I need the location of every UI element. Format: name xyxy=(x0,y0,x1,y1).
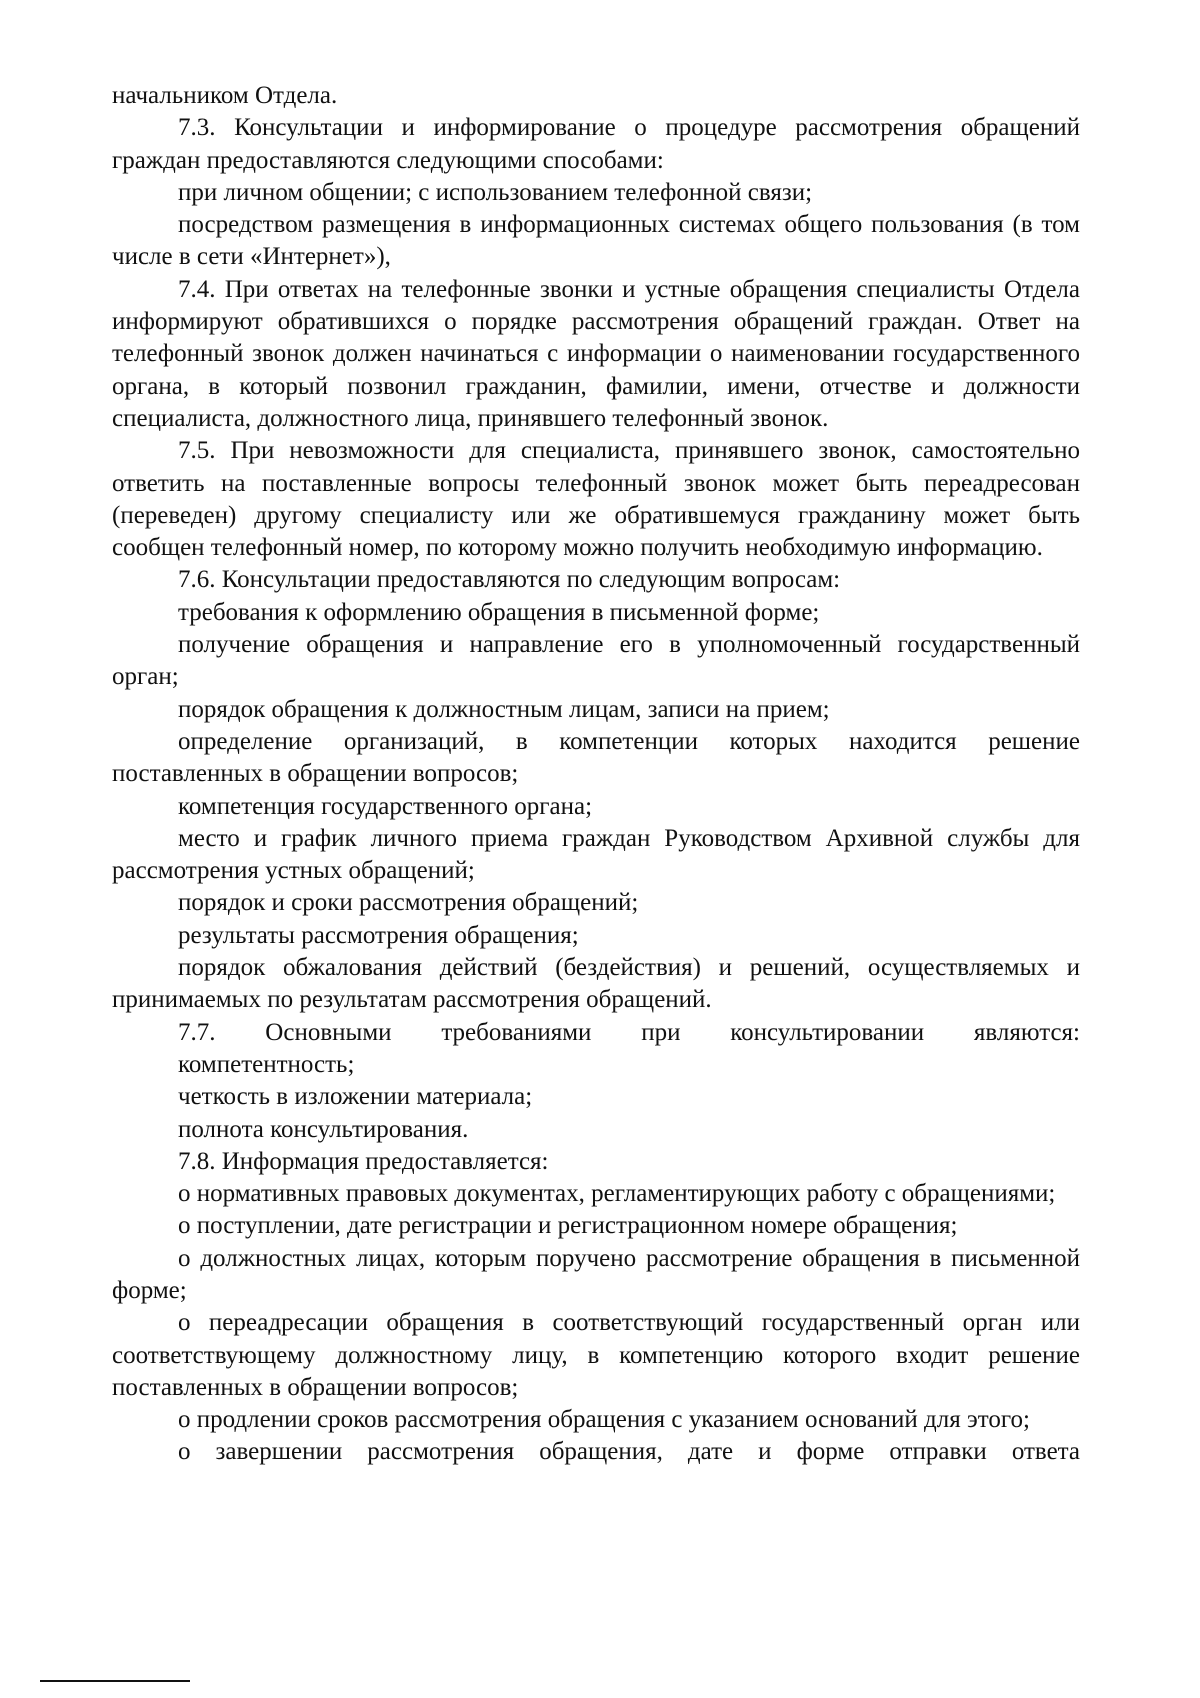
footnote-divider xyxy=(40,1680,190,1682)
paragraph: начальником Отдела. xyxy=(112,82,338,109)
list-item: о поступлении, дате регистрации и регистрационном номере обращения; xyxy=(178,1212,958,1240)
list-item: компетенция государственного органа; xyxy=(178,792,593,820)
document-body xyxy=(112,80,1080,1469)
list-item: требования к оформлению обращения в письменной форме; xyxy=(178,598,820,626)
paragraph: посредством размещения в информационных системах общего пользования (в том числе в сети «Интернет»), xyxy=(112,211,1080,271)
paragraph: при личном общении; с использованием телефонной связи; xyxy=(178,178,813,206)
list-item: порядок и сроки рассмотрения обращений; xyxy=(178,889,639,917)
paragraph-7-5: 7.5. При невозможности для специалиста, принявшего звонок, самостоятельно ответить на поставленные вопросы телефонный звонок может быть переадресован (переведен) другому специалисту или же обратившемуся гражданину может быть сообщен телефонный номер, по которому можно получить необходимую информацию. xyxy=(112,437,1080,562)
list-item: порядок обжалования действий (бездействия) и решений, осуществляемых и принимаемых по результатам рассмотрения обращений. xyxy=(112,954,1080,1014)
list-item: о должностных лицах, которым поручено рассмотрение обращения в письменной форме; xyxy=(112,1244,1080,1304)
list-item: получение обращения и направление его в уполномоченный государственный орган; xyxy=(112,631,1080,691)
list-item: о нормативных правовых документах, регламентирующих работу с обращениями; xyxy=(178,1180,1056,1208)
list-item: четкость в изложении материала; xyxy=(178,1083,533,1111)
paragraph-7-7: 7.7. Основными требованиями при консультировании являются: xyxy=(178,1018,1080,1046)
list-item: порядок обращения к должностным лицам, записи на прием; xyxy=(178,695,830,723)
list-item: результаты рассмотрения обращения; xyxy=(178,921,579,949)
list-item: о завершении рассмотрения обращения, дате и форме отправки ответа xyxy=(178,1438,1080,1466)
list-item: полнота консультирования. xyxy=(178,1115,469,1143)
list-item: о продлении сроков рассмотрения обращения с указанием оснований для этого; xyxy=(178,1406,1030,1434)
paragraph-7-3: 7.3. Консультации и информирование о процедуре рассмотрения обращений граждан предоставляются следующими способами: xyxy=(112,114,1080,174)
list-item: определение организаций, в компетенции которых находится решение поставленных в обращении вопросов; xyxy=(112,727,1080,788)
paragraph-7-6: 7.6. Консультации предоставляются по следующим вопросам: xyxy=(178,566,841,594)
paragraph-7-4: 7.4. При ответах на телефонные звонки и устные обращения специалисты Отдела информируют обратившихся о порядке рассмотрения обращений граждан. Ответ на телефонный звонок должен начинаться с информации о наименовании государственного органа, в который позвонил гражданин, фамилии, имени, отчестве и должности специалиста, должностного лица, принявшего телефонный звонок. xyxy=(112,275,1080,432)
paragraph-7-8: 7.8. Информация предоставляется: xyxy=(178,1147,549,1175)
list-item: место и график личного приема граждан Руководством Архивной службы для рассмотрения устных обращений; xyxy=(112,824,1080,885)
list-item: о переадресации обращения в соответствующий государственный орган или соответствующему должностному лицу, в компетенцию которого входит решение поставленных в обращении вопросов; xyxy=(112,1309,1080,1401)
list-item: компетентность; xyxy=(178,1050,355,1078)
